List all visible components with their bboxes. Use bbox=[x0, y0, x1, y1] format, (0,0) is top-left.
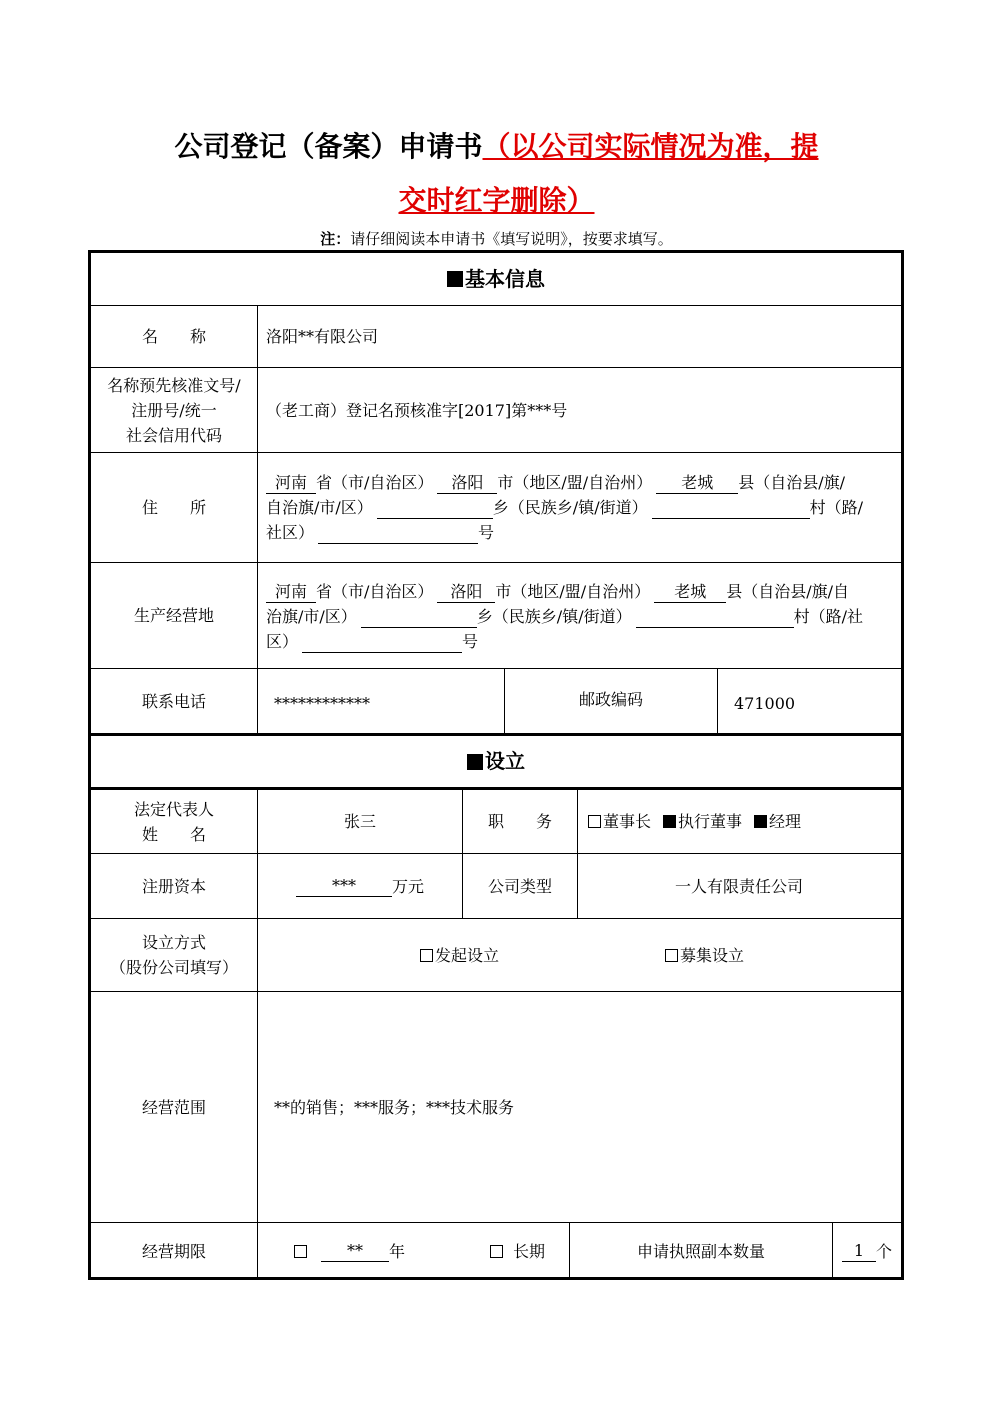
checkbox-long-term[interactable] bbox=[490, 1245, 503, 1258]
section-setup: 设立 bbox=[91, 736, 901, 787]
position-label: 职 务 bbox=[487, 812, 552, 831]
checkbox-manager[interactable] bbox=[754, 815, 767, 828]
legal-rep-name: 张三 bbox=[343, 812, 376, 831]
title-main: 公司登记（备案）申请书 bbox=[174, 130, 483, 163]
company-name-value: 洛阳**有限公司 bbox=[266, 327, 379, 346]
postcode-label: 邮政编码 bbox=[578, 689, 643, 709]
production-number bbox=[302, 632, 462, 653]
setup-method-promotion: 发起设立 bbox=[420, 919, 620, 991]
preapproval-label: 名称预先核准文号/ 注册号/统一 社会信用代码 bbox=[107, 375, 241, 445]
phone-value: ************ bbox=[274, 694, 370, 713]
production-city: 洛阳 bbox=[437, 582, 495, 603]
section-basic-info: 基本信息 bbox=[91, 253, 901, 305]
postcode-value: 471000 bbox=[734, 694, 796, 713]
form-note bbox=[0, 228, 993, 249]
production-province: 河南 bbox=[266, 582, 316, 603]
residence-label: 住 所 bbox=[141, 498, 206, 517]
production-village bbox=[636, 607, 794, 628]
note-label: 注： bbox=[320, 230, 351, 248]
residence-province: 河南 bbox=[266, 473, 316, 494]
checkbox-fixed-term[interactable] bbox=[294, 1245, 307, 1258]
residence-town bbox=[377, 498, 493, 519]
production-town bbox=[361, 607, 477, 628]
position-options: 董事长 执行董事 经理 bbox=[588, 790, 900, 853]
residence-number bbox=[318, 523, 478, 544]
title-red-note-line2: 交时红字删除） bbox=[398, 184, 595, 217]
phone-label: 联系电话 bbox=[141, 691, 206, 711]
checkbox-executive-director[interactable] bbox=[663, 815, 676, 828]
production-county: 老城 bbox=[654, 582, 726, 603]
checkbox-chairman[interactable] bbox=[588, 815, 601, 828]
setup-method-label: 设立方式 （股份公司填写） bbox=[109, 933, 238, 977]
black-square-icon bbox=[467, 754, 483, 770]
company-type-value: 一人有限责任公司 bbox=[674, 876, 803, 896]
title-red-note: （以公司实际情况为准，提 bbox=[482, 130, 819, 163]
setup-method-offering: 募集设立 bbox=[665, 919, 865, 991]
form-title bbox=[0, 128, 993, 166]
company-name-label: 名 称 bbox=[141, 327, 206, 346]
term-label: 经营期限 bbox=[141, 1242, 206, 1261]
note-text: 请仔细阅读本申请书《填写说明》，按要求填写。 bbox=[350, 230, 673, 248]
production-address: 河南 省（市/自治区） 洛阳 市（地区/盟/自治州） 老城 县（自治县/旗/自 治旗/市/区） 乡（民族乡/镇/街道） 村（路/社 区） 号 bbox=[266, 582, 863, 651]
black-square-icon bbox=[447, 271, 463, 287]
business-scope-label: 经营范围 bbox=[141, 1097, 206, 1117]
copies-value: 1 个 bbox=[833, 1223, 901, 1280]
preapproval-value: （老工商）登记名预核准字[2017]第***号 bbox=[266, 400, 568, 420]
production-label: 生产经营地 bbox=[133, 606, 214, 625]
checkbox-offering[interactable] bbox=[665, 949, 678, 962]
capital-value: *** 万元 bbox=[258, 854, 462, 918]
checkbox-promotion[interactable] bbox=[420, 949, 433, 962]
residence-county: 老城 bbox=[656, 473, 738, 494]
company-type-label: 公司类型 bbox=[487, 876, 552, 896]
legal-rep-label: 法定代表人 姓 名 bbox=[133, 799, 214, 844]
residence-city: 洛阳 bbox=[437, 473, 497, 494]
copies-label: 申请执照副本数量 bbox=[636, 1242, 765, 1261]
capital-label: 注册资本 bbox=[141, 876, 206, 896]
residence-address: 河南 省（市/自治区） 洛阳 市（地区/盟/自治州） 老城 县（自治县/旗/ 自治旗/市/区） 乡（民族乡/镇/街道） 村（路/ 社区） 号 bbox=[266, 473, 863, 542]
business-scope-value: **的销售；***服务；***技术服务 bbox=[274, 1097, 515, 1117]
term-years: ** 年 bbox=[294, 1223, 474, 1280]
residence-village bbox=[652, 498, 810, 519]
term-long: 长期 bbox=[490, 1223, 569, 1280]
